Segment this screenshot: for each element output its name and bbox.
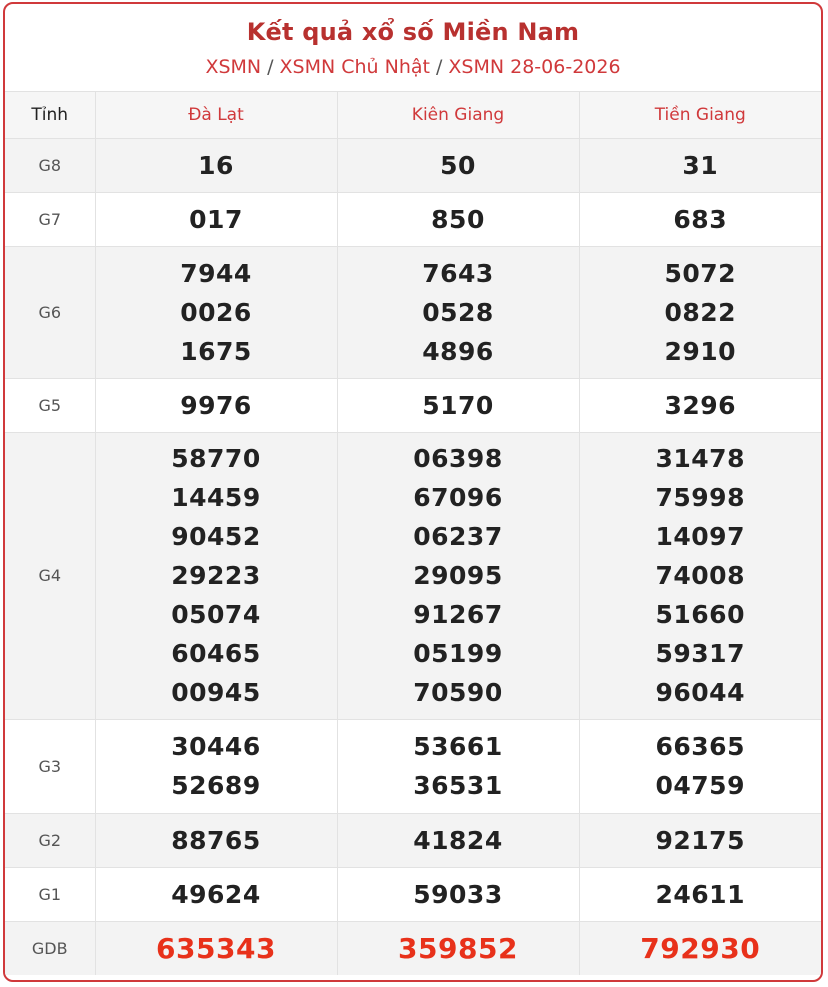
prize-number: 04759 <box>655 771 745 800</box>
special-prize-number: 359852 <box>398 931 518 965</box>
prize-number: 05074 <box>171 600 261 629</box>
prize-label: G8 <box>5 138 95 192</box>
prize-number: 2910 <box>664 336 737 366</box>
prize-cell <box>579 192 821 246</box>
breadcrumb-separator: / <box>436 56 443 78</box>
prize-row-g3 <box>5 719 821 813</box>
breadcrumb-separator: / <box>267 56 274 78</box>
prize-number: 90452 <box>171 522 261 551</box>
prize-number: 53661 <box>413 732 503 761</box>
prize-number: 36531 <box>413 771 503 800</box>
prize-cell <box>579 867 821 921</box>
breadcrumb-xsmn[interactable]: XSMN <box>205 56 262 78</box>
prize-cell <box>579 432 821 719</box>
prize-number: 75998 <box>655 483 745 512</box>
prize-number: 74008 <box>655 561 745 590</box>
province-tien-giang[interactable]: Tiền Giang <box>579 92 821 138</box>
prize-cell <box>95 138 337 192</box>
prize-number: 00945 <box>171 678 261 707</box>
prize-number: 52689 <box>171 771 261 800</box>
prize-cell <box>337 719 579 813</box>
prize-number: 14459 <box>171 483 261 512</box>
prize-number: 49624 <box>171 879 261 909</box>
prize-number: 850 <box>431 204 485 234</box>
province-column-header: Tỉnh <box>5 92 95 138</box>
prize-cell <box>337 138 579 192</box>
prize-row-g5 <box>5 378 821 432</box>
prize-number: 7944 <box>180 258 252 288</box>
prize-number: 5170 <box>422 390 494 420</box>
prize-number: 4896 <box>422 336 494 366</box>
prize-row-g7 <box>5 192 821 246</box>
prize-cell <box>337 246 579 378</box>
prize-label: G2 <box>5 813 95 867</box>
prize-number: 29095 <box>413 561 503 590</box>
prize-number: 60465 <box>171 639 261 668</box>
prize-number: 0528 <box>422 297 494 327</box>
prize-number: 31 <box>682 150 719 180</box>
prize-number: 92175 <box>655 825 745 855</box>
prize-cell <box>337 867 579 921</box>
prize-number: 50 <box>440 150 476 180</box>
prize-number: 3296 <box>664 390 737 420</box>
prize-row-g1 <box>5 867 821 921</box>
prize-cell <box>95 246 337 378</box>
prize-label: G7 <box>5 192 95 246</box>
prize-number: 51660 <box>655 600 745 629</box>
prize-row-g8 <box>5 138 821 192</box>
prize-cell <box>337 921 579 975</box>
prize-number: 58770 <box>171 444 261 473</box>
prize-number: 7643 <box>422 258 494 288</box>
prize-number: 5072 <box>664 258 737 288</box>
province-da-lat[interactable]: Đà Lạt <box>95 92 337 138</box>
prize-number: 67096 <box>413 483 503 512</box>
prize-cell <box>95 378 337 432</box>
prize-cell <box>337 813 579 867</box>
prize-number: 683 <box>673 204 728 234</box>
prize-cell <box>579 246 821 378</box>
results-card <box>3 2 823 982</box>
prize-number: 59317 <box>655 639 745 668</box>
prize-number: 14097 <box>655 522 745 551</box>
prize-number: 9976 <box>180 390 252 420</box>
prize-number: 41824 <box>413 825 503 855</box>
prize-number: 017 <box>189 204 243 234</box>
prize-number: 29223 <box>171 561 261 590</box>
prize-number: 16 <box>198 150 234 180</box>
prize-number: 1675 <box>180 336 252 366</box>
results-table <box>5 92 821 975</box>
prize-number: 31478 <box>655 444 745 473</box>
prize-number: 06398 <box>413 444 503 473</box>
page-title: Kết quả xổ số Miền Nam <box>246 18 580 46</box>
special-prize-number: 635343 <box>156 931 276 965</box>
prize-number: 59033 <box>413 879 503 909</box>
prize-number: 06237 <box>413 522 503 551</box>
prize-number: 0822 <box>664 297 737 327</box>
prize-label: G4 <box>5 432 95 719</box>
results-header <box>5 4 821 92</box>
prize-cell <box>95 813 337 867</box>
prize-label: G1 <box>5 867 95 921</box>
prize-cell <box>337 192 579 246</box>
prize-label: G3 <box>5 719 95 813</box>
prize-cell <box>95 921 337 975</box>
results-body <box>5 138 821 975</box>
prize-number: 0026 <box>180 297 252 327</box>
prize-cell <box>95 719 337 813</box>
prize-row-gdb <box>5 921 821 975</box>
province-kien-giang[interactable]: Kiên Giang <box>337 92 579 138</box>
prize-cell <box>337 432 579 719</box>
prize-cell <box>579 921 821 975</box>
prize-label: GDB <box>5 921 95 975</box>
prize-number: 91267 <box>413 600 503 629</box>
prize-number: 88765 <box>171 825 261 855</box>
prize-number: 70590 <box>413 678 503 707</box>
prize-number: 66365 <box>655 732 745 761</box>
prize-row-g6 <box>5 246 821 378</box>
prize-cell <box>337 378 579 432</box>
prize-cell <box>95 432 337 719</box>
prize-cell <box>579 378 821 432</box>
prize-cell <box>579 813 821 867</box>
prize-cell <box>95 192 337 246</box>
prize-number: 05199 <box>413 639 503 668</box>
prize-row-g4 <box>5 432 821 719</box>
breadcrumb-xsmn-sunday[interactable]: XSMN Chủ Nhật <box>279 56 430 78</box>
prize-cell <box>579 719 821 813</box>
breadcrumb-xsmn-date[interactable]: XSMN 28-06-2026 <box>448 56 621 78</box>
special-prize-number: 792930 <box>640 931 761 965</box>
prize-label: G6 <box>5 246 95 378</box>
prize-row-g2 <box>5 813 821 867</box>
prize-label: G5 <box>5 378 95 432</box>
prize-cell <box>579 138 821 192</box>
prize-number: 96044 <box>655 678 745 707</box>
prize-cell <box>95 867 337 921</box>
breadcrumb <box>5 56 821 78</box>
prize-number: 24611 <box>655 879 745 909</box>
prize-number: 30446 <box>171 732 261 761</box>
